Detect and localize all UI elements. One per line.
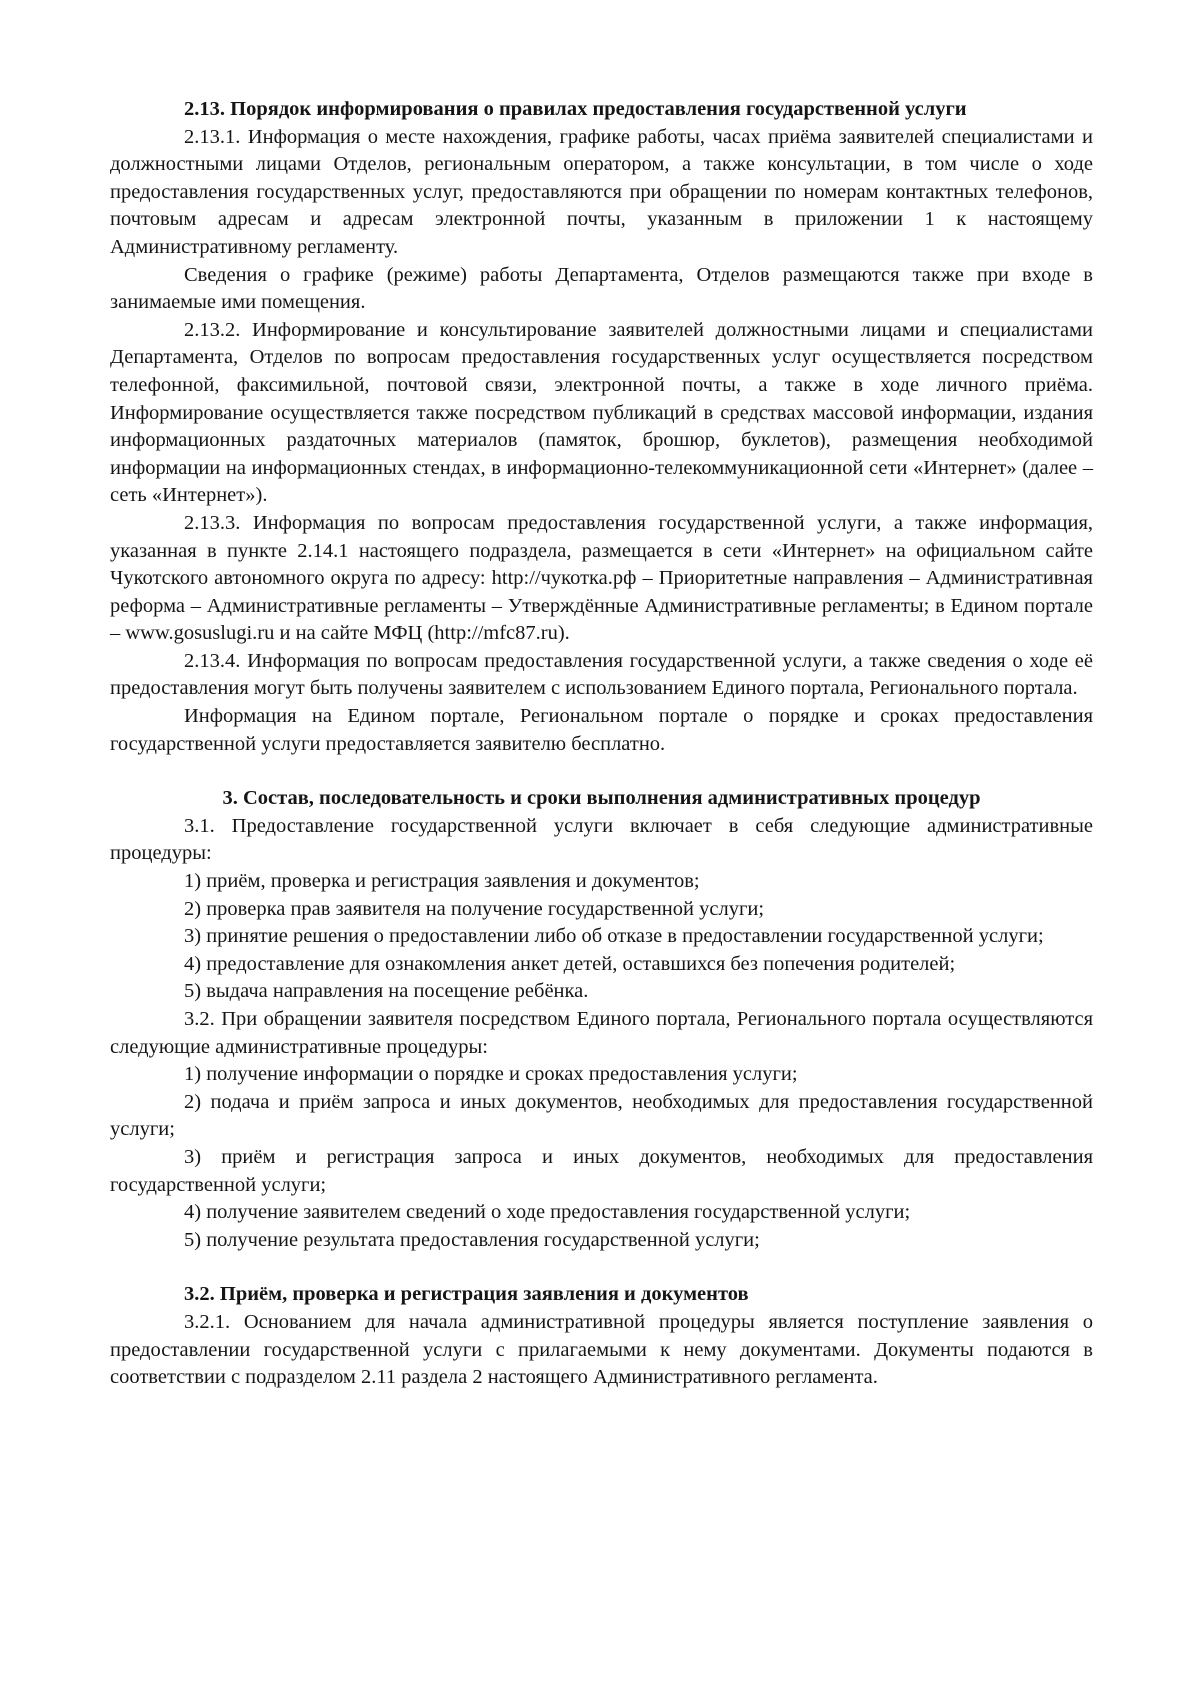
paragraph-2-13-3: 2.13.3. Информация по вопросам предоставления государственной услуги, а также информация, указанная в пункте 2.14.1 настоящего подраздела, размещается в сети «Интернет» на официальном сайте Чукотского автономного округа по адресу: http://чукотка.рф – Приоритетные направления – Административная реформа – Административные регламенты – Утверждённые Административные регламенты; в Едином портале – www.gosuslugi.ru и на сайте МФЦ (http://mfc87.ru). — [110, 511, 1093, 645]
paragraph-portal-info: Информация на Едином портале, Региональном портале о порядке и сроках предоставления государственной услуги предоставляется заявителю бесплатно. — [110, 705, 1093, 755]
list-item-3-2-5: 5) получение результата предоставления государственной услуги; — [184, 1228, 760, 1251]
list-item-3-2-2: 2) подача и приём запроса и иных документов, необходимых для предоставления государственной услуги; — [110, 1090, 1093, 1141]
document-page — [110, 96, 1093, 1392]
list-item-3-2-1: 1) получение информации о порядке и сроках предоставления услуги; — [184, 1063, 798, 1086]
section-spacer — [110, 758, 1093, 785]
paragraph-2-13-2: 2.13.2. Информирование и консультирование заявителей должностными лицами и специалистами Департамента, Отделов по вопросам предоставления государственных услуг осуществляется посредством телефонной, факсимильной, почтовой связи, электронной почты, а также в ходе личного приёма. Информирование осуществляется также посредством публикаций в средствах массовой информации, издания информационных раздаточных материалов (памяток, брошюр, буклетов), размещения необходимой информации на информационных стендах, в информационно-телекоммуникационной сети «Интернет» (далее – сеть «Интернет»). — [110, 318, 1093, 507]
list-item-3-1-5: 5) выдача направления на посещение ребёнка. — [184, 980, 589, 1003]
list-item-3-2-4: 4) получение заявителем сведений о ходе предоставления государственной услуги; — [184, 1201, 911, 1224]
section-3-heading: 3. Состав, последовательность и сроки выполнения административных процедур — [222, 787, 981, 810]
paragraph-2-13-1: 2.13.1. Информация о месте нахождения, графике работы, часах приёма заявителей специалистами и должностными лицами Отделов, региональным оператором, а также консультации, в том числе о ходе предоставления государственных услуг, предоставляются при обращении по номерам контактных телефонов, почтовым адресам и адресам электронной почты, указанным в приложении 1 к настоящему Административному регламенту. — [110, 125, 1093, 258]
paragraph-schedule: Сведения о графике (режиме) работы Департамента, Отделов размещаются также при входе в занимаемые ими помещения. — [110, 263, 1093, 314]
paragraph-3-2-intro: 3.2. При обращении заявителя посредством Единого портала, Регионального портала осуществляются следующие административные процедуры: — [110, 1008, 1093, 1058]
paragraph-2-13-4: 2.13.4. Информация по вопросам предоставления государственной услуги, а также сведения о ходе её предоставления могут быть получены заявителем с использованием Единого портала, Регионального портала. — [110, 649, 1093, 700]
list-item-3-1-3: 3) принятие решения о предоставлении либо об отказе в предоставлении государственной услуги; — [184, 925, 1044, 948]
list-item-3-1-2: 2) проверка прав заявителя на получение государственной услуги; — [184, 897, 765, 920]
list-item-3-1-4: 4) предоставление для ознакомления анкет детей, оставшихся без попечения родителей; — [184, 952, 956, 975]
list-item-3-2-3: 3) приём и регистрация запроса и иных документов, необходимых для предоставления государственной услуги; — [110, 1145, 1093, 1196]
paragraph-3-2-1: 3.2.1. Основанием для начала административной процедуры является поступление заявления о предоставлении государственной услуги с прилагаемыми к нему документами. Документы подаются в соответствии с подразделом 2.11 раздела 2 настоящего Административного регламента. — [110, 1310, 1093, 1389]
section-2-13-heading: 2.13. Порядок информирования о правилах предоставления государственной услуги — [184, 98, 967, 120]
section-3-2-heading: 3.2. Приём, проверка и регистрация заявления и документов — [184, 1283, 749, 1306]
list-item-3-1-1: 1) приём, проверка и регистрация заявления и документов; — [184, 870, 700, 893]
paragraph-3-1: 3.1. Предоставление государственной услуги включает в себя следующие административные процедуры: — [110, 814, 1093, 865]
section-spacer — [110, 1254, 1093, 1281]
